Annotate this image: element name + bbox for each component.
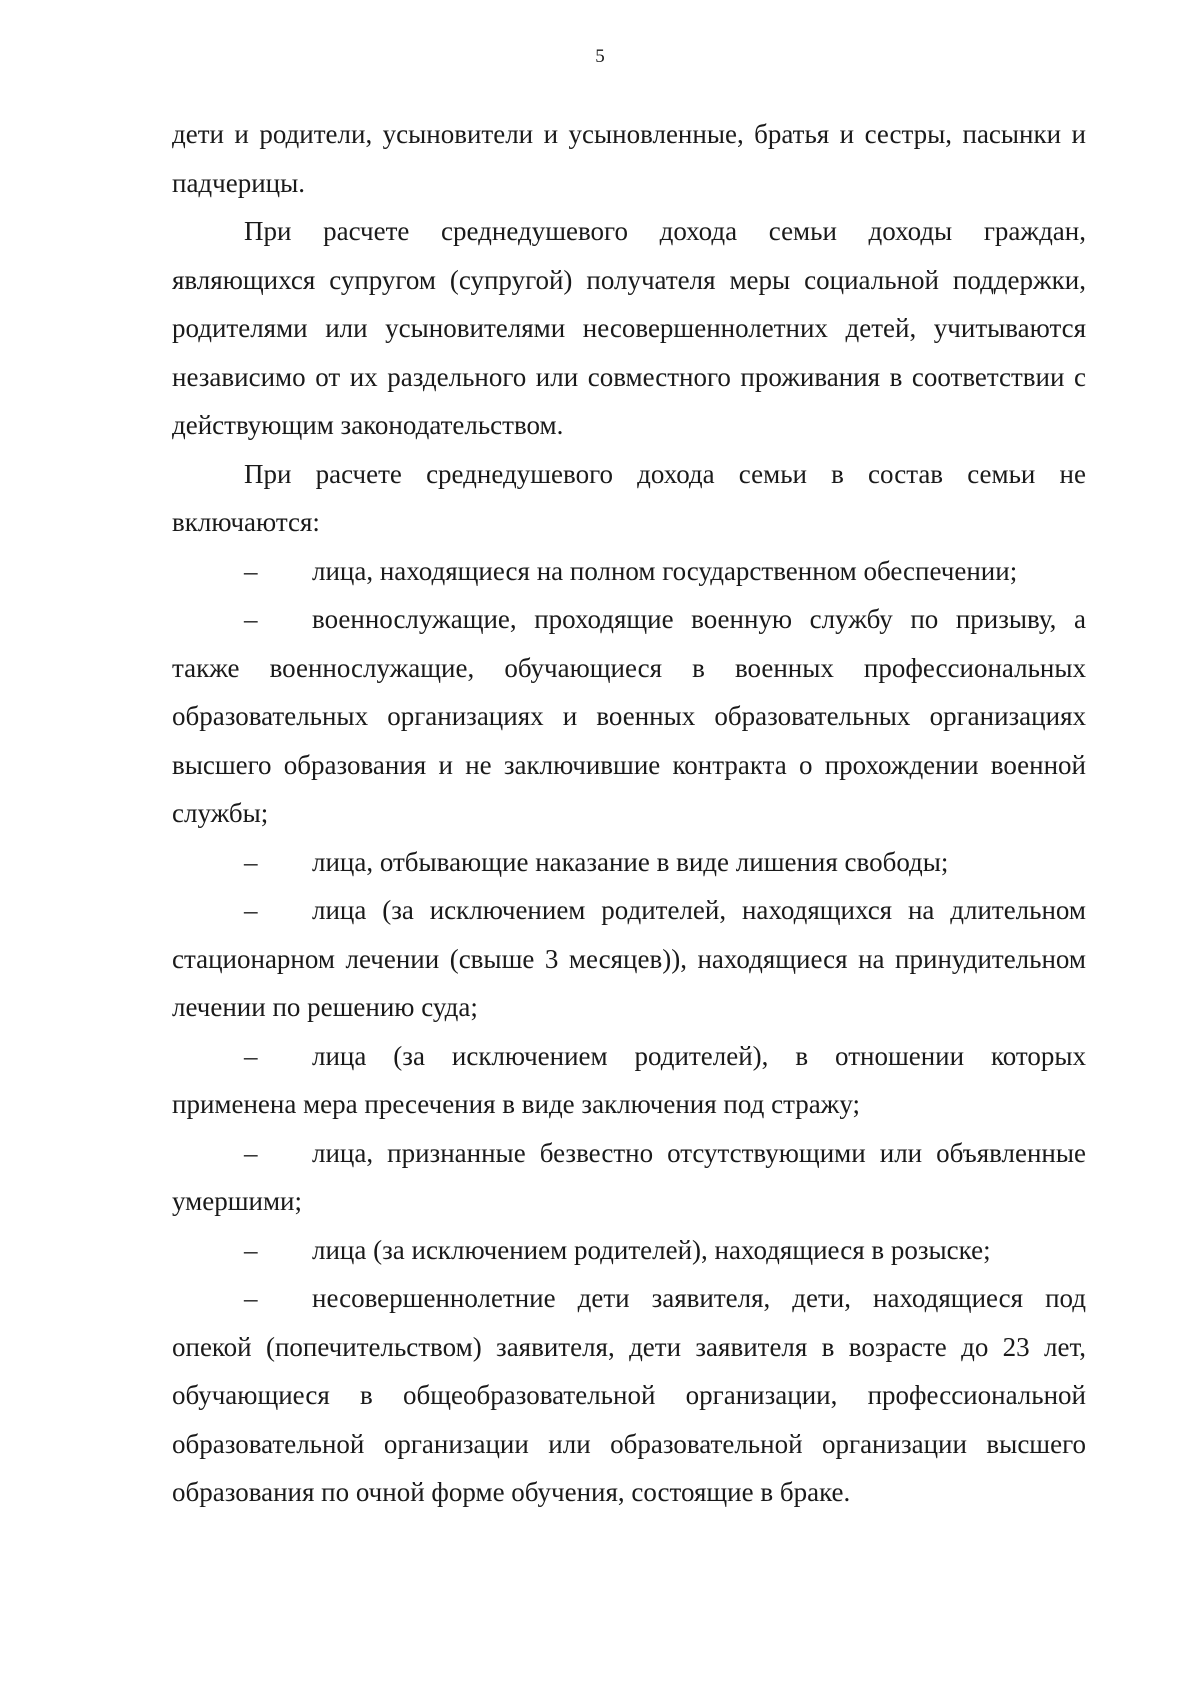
paragraph-income-calculation: При расчете среднедушевого дохода семьи доходы граждан, являющихся супругом (супругой) получателя меры социальной поддержки, родителями или усыновителями несовершеннолетних детей, учитываются независимо от их раздельного или совместного проживания в соответствии с действующим законодательством. <box>172 216 1086 440</box>
list-item-text: лица (за исключением родителей), в отношении которых применена мера пресечения в виде заключения под стражу; <box>172 1040 1086 1119</box>
list-item <box>172 595 1086 838</box>
dash-marker: – <box>244 1040 258 1071</box>
list-item <box>172 1129 1086 1226</box>
dash-marker: – <box>244 895 258 925</box>
list-item <box>172 547 1086 596</box>
dash-marker: – <box>244 1234 258 1265</box>
dash-marker: – <box>244 555 258 586</box>
document-body <box>172 110 1086 1517</box>
list-item-text: лица, отбывающие наказание в виде лишения свободы; <box>312 846 949 877</box>
dash-marker: – <box>244 846 258 877</box>
list-item <box>172 838 1086 887</box>
paragraph-continuation: дети и родители, усыновители и усыновленные, братья и сестры, пасынки и падчерицы. <box>172 119 1086 198</box>
dash-marker: – <box>244 604 258 634</box>
list-item <box>172 1032 1086 1129</box>
list-item-text: несовершеннолетние дети заявителя, дети, находящиеся под опекой (попечительством) заявителя, дети заявителя в возрасте до 23 лет, обучающиеся в общеобразовательной организации, профессиональной образовательной организации или образовательной организации высшего образования по очной форме обучения, состоящие в браке. <box>172 1283 1086 1507</box>
list-item-text: военнослужащие, проходящие военную службу по призыву, а также военнослужащие, обучающиеся в военных профессиональных образовательных организациях и военных образовательных организациях высшего образования и не заключившие контракта о прохождении военной службы; <box>172 604 1086 828</box>
dash-marker: – <box>244 1137 258 1168</box>
list-item-text: лица, признанные безвестно отсутствующими или объявленные умершими; <box>172 1137 1086 1216</box>
list-item <box>172 1226 1086 1275</box>
page-number: 5 <box>595 46 605 67</box>
list-item-text: лица, находящиеся на полном государственном обеспечении; <box>312 555 1018 586</box>
dash-marker: – <box>244 1283 258 1313</box>
list-item <box>172 886 1086 1032</box>
list-item <box>172 1274 1086 1517</box>
paragraph-exclusions-intro: При расчете среднедушевого дохода семьи в состав семьи не включаются: <box>172 458 1086 537</box>
list-item-text: лица (за исключением родителей, находящихся на длительном стационарном лечении (свыше 3 месяцев)), находящиеся на принудительном лечении по решению суда; <box>172 895 1086 1022</box>
list-item-text: лица (за исключением родителей), находящиеся в розыске; <box>312 1234 991 1265</box>
